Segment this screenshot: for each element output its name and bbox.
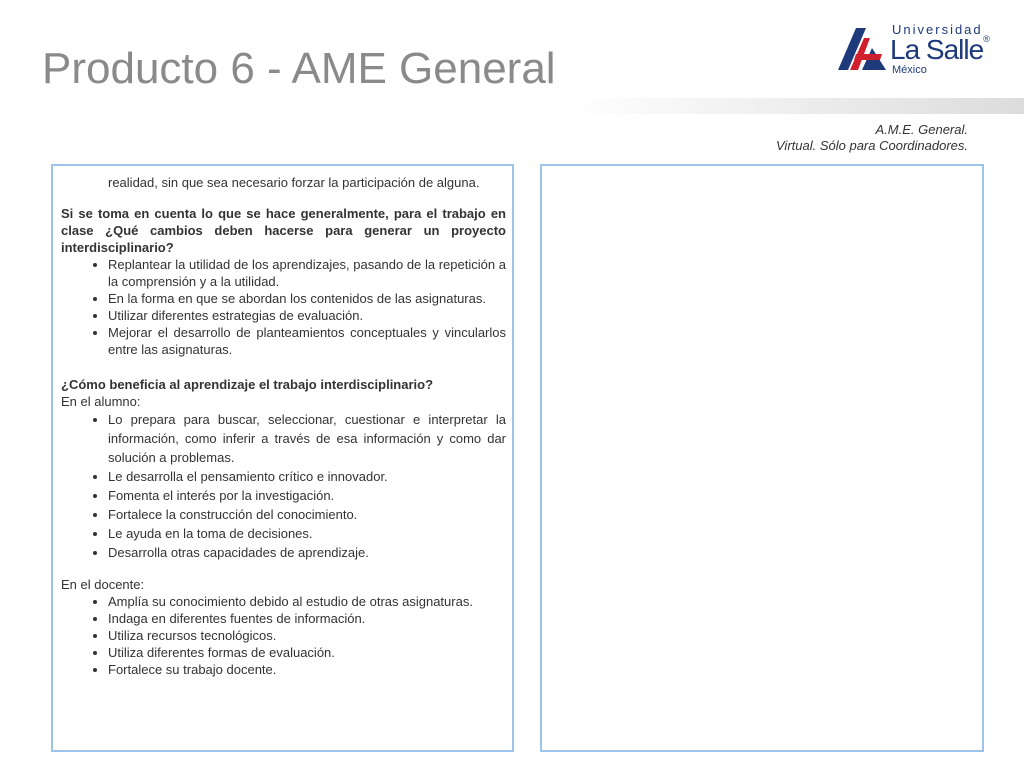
question-1-list	[61, 256, 506, 358]
list-item: • En la forma en que se abordan los contenidos de las asignaturas.	[108, 290, 506, 307]
question-1: Si se toma en cuenta lo que se hace generalmente, para el trabajo en clase ¿Qué cambios deben hacerse para generar un proyecto interdisciplinario?	[61, 206, 506, 255]
list-item: • Le ayuda en la toma de decisiones.	[108, 524, 506, 543]
slide-title: Producto 6 - AME General	[42, 44, 556, 93]
lasalle-emblem-icon	[836, 24, 888, 74]
list-item: • Fortalece la construcción del conocimiento.	[108, 505, 506, 524]
list-item: • Fomenta el interés por la investigación.	[108, 486, 506, 505]
teacher-list	[61, 593, 506, 678]
list-item: • Replantear la utilidad de los aprendizajes, pasando de la repetición a la comprensión y a la utilidad.	[108, 256, 506, 290]
document-header-line: A.M.E. General.	[875, 122, 968, 137]
logo-sub-text: México	[892, 64, 927, 76]
logo-main-text: La Salle®	[890, 34, 989, 65]
question-2: ¿Cómo beneficia al aprendizaje el trabajo interdisciplinario?	[61, 377, 434, 392]
university-logo	[836, 20, 1006, 80]
list-item: • Utilizar diferentes estrategias de evaluación.	[108, 307, 506, 324]
intro-text: realidad, sin que sea necesario forzar la participación de alguna.	[108, 175, 480, 190]
document-header-line: Virtual. Sólo para Coordinadores.	[776, 138, 968, 153]
content-panel	[51, 164, 514, 752]
student-list	[61, 410, 506, 562]
student-label: En el alumno:	[61, 394, 141, 409]
logo-top-text: Universidad	[892, 22, 983, 37]
list-item: • Le desarrolla el pensamiento crítico e innovador.	[108, 467, 506, 486]
empty-panel	[540, 164, 984, 752]
list-item: • Fortalece su trabajo docente.	[108, 661, 506, 678]
document-header	[776, 122, 968, 154]
list-item: • Lo prepara para buscar, seleccionar, cuestionar e interpretar la información, como inferir a través de esa información y como dar solución a problemas.	[108, 410, 506, 467]
teacher-label: En el docente:	[61, 577, 145, 592]
list-item: • Amplía su conocimiento debido al estudio de otras asignaturas.	[108, 593, 506, 610]
list-item: • Utiliza recursos tecnológicos.	[108, 627, 506, 644]
list-item: • Desarrolla otras capacidades de aprendizaje.	[108, 543, 506, 562]
list-item: • Indaga en diferentes fuentes de información.	[108, 610, 506, 627]
header-band	[568, 98, 1024, 114]
list-item: • Mejorar el desarrollo de planteamientos conceptuales y vincularlos entre las asignaturas.	[108, 324, 506, 358]
list-item: • Utiliza diferentes formas de evaluación.	[108, 644, 506, 661]
